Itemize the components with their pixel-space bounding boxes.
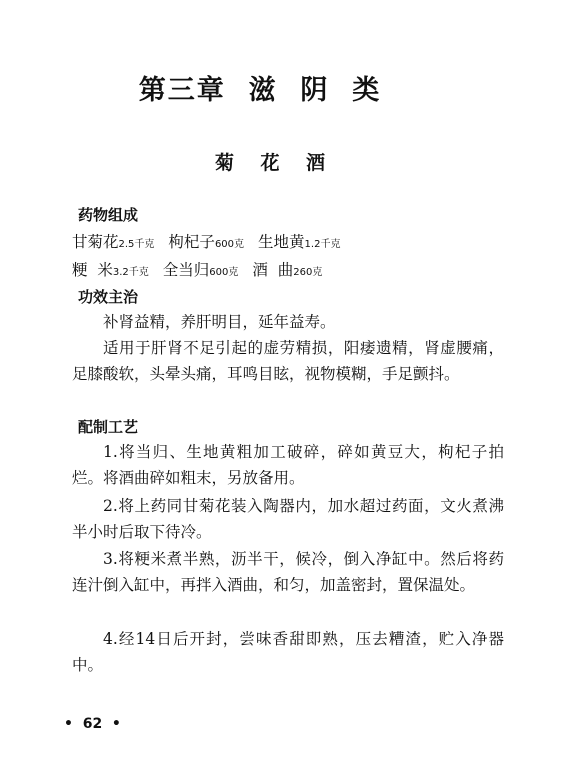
- ingredients-row-2: [72, 258, 322, 280]
- preparation-step-2: 2.将上药同甘菊花装入陶器内，加水超过药面，文火煮沸半小时后取下待冷。: [72, 497, 504, 541]
- ingredient-name: 粳 米: [72, 261, 113, 279]
- preparation-step-4: 4.经14日后开封，尝味香甜即熟，压去糟渣，贮入净器中。: [72, 630, 504, 674]
- heading-preparation: 配制工艺: [78, 418, 139, 436]
- preparation-step-3: 3.将粳米煮半熟，沥半干，候冷，倒入净缸中。然后将药连汁倒入缸中，再拌入酒曲，和匀，加盖密封，置保温处。: [72, 550, 504, 594]
- chapter-title: 第三章 滋 阴 类: [138, 75, 382, 106]
- page-number: • 62 •: [64, 716, 121, 732]
- ingredient-name: 酒 曲: [252, 261, 294, 279]
- section-title: 菊 花 酒: [215, 152, 325, 174]
- ingredient-amount: 3.2千克: [112, 267, 149, 278]
- ingredient-name: 全当归: [162, 261, 210, 279]
- ingredient-name: 生地黄: [258, 233, 305, 251]
- ingredient-amount: 600克: [209, 267, 239, 278]
- ingredient-amount: 1.2千克: [304, 239, 341, 250]
- ingredient-amount: 260克: [293, 267, 323, 278]
- preparation-step-1: 1.将当归、生地黄粗加工破碎，碎如黄豆大，枸杞子拍烂。将酒曲碎如粗末，另放备用。: [72, 443, 504, 487]
- efficacy-paragraph-1: 补肾益精，养肝明目，延年益寿。: [103, 313, 336, 331]
- heading-composition: 药物组成: [78, 206, 139, 224]
- efficacy-paragraph-2: 适用于肝肾不足引起的虚劳精损，阳痿遗精，肾虚腰痛，足膝酸软，头晕头痛，耳鸣目眩，视物模糊，手足颤抖。: [72, 339, 504, 383]
- ingredient-amount: 600克: [214, 239, 245, 250]
- ingredient-name: 甘菊花: [72, 233, 119, 251]
- ingredients-row-1: [72, 230, 340, 252]
- ingredient-name: 枸杞子: [168, 233, 215, 251]
- ingredient-amount: 2.5千克: [118, 239, 155, 250]
- heading-efficacy: 功效主治: [78, 288, 139, 306]
